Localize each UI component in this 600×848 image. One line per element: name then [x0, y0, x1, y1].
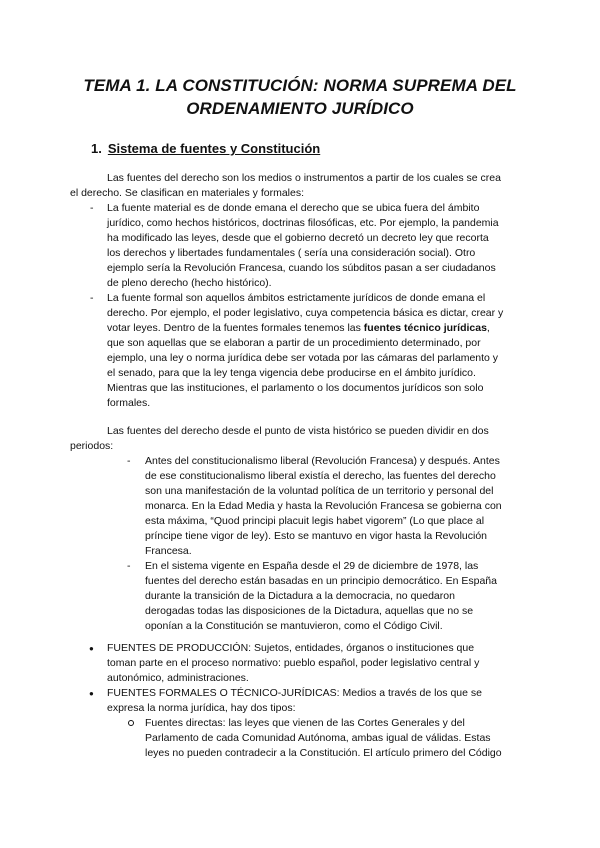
- list-item-line: Francesa.: [145, 545, 192, 557]
- bullet-line: autonómico, administraciones.: [107, 672, 249, 684]
- paragraph-line: periodos:: [70, 440, 114, 452]
- list-item-line: son una manifestación de la voluntad política de un territorio y personal del: [145, 485, 494, 497]
- list-item-line: En el sistema vigente en España desde el 29 de diciembre de 1978, las: [145, 560, 479, 572]
- list-item-line: Mientras que las instituciones, el parlamento o los documentos jurídicos son solo: [107, 382, 484, 394]
- list-item-line: formales.: [107, 397, 151, 409]
- list-item-line: ha modificado las leyes, desde que el gobierno decretó un decreto ley que recorta: [107, 232, 489, 244]
- list-item-line: ejemplo, una ley o norma jurídica debe ser votada por las cámaras del parlamento y: [107, 352, 499, 364]
- list-item-line: jurídico, como hechos históricos, doctrinas filosóficas, etc. Por ejemplo, la pandemia: [107, 217, 499, 229]
- list-item-line: La fuente material es de donde emana el derecho que se ubica fuera del ámbito: [107, 202, 480, 214]
- list-item-line: fuentes del derecho están basadas en un principio democrático. En España: [145, 575, 497, 587]
- sub-bullet-line: Parlamento de cada Comunidad Autónoma, ambas igual de válidas. Estas: [145, 732, 491, 744]
- section-heading: [91, 141, 320, 156]
- paragraph-line: el derecho. Se clasifican en materiales y formales:: [70, 187, 305, 199]
- bullet-dot: ●: [89, 689, 94, 698]
- list-item-line: príncipe tiene vigor de ley). Esto se mantuvo en vigor hasta la Revolución: [145, 530, 488, 542]
- list-item-line: monarca. En la Edad Media y hasta la Revolución Francesa se gobierna con: [145, 500, 502, 512]
- list-item-line: ejemplo sería la Revolución Francesa, cuando los súbditos pasan a ser ciudadanos: [107, 262, 496, 274]
- dash-bullet: -: [90, 202, 94, 214]
- bullet-line: expresa la norma jurídica, hay dos tipos:: [107, 702, 296, 714]
- bullet-line: toman parte en el proceso normativo: pueblo español, poder legislativo central y: [107, 657, 480, 669]
- list-item-line: Antes del constitucionalismo liberal (Revolución Francesa) y después. Antes: [145, 455, 500, 467]
- bullet-dot: ●: [89, 644, 94, 653]
- title-line-1: TEMA 1. LA CONSTITUCIÓN: NORMA SUPREMA DEL: [83, 76, 517, 95]
- list-item-line: oponían a la Constitución se mantuvieron, como el Código Civil.: [145, 620, 443, 632]
- bullet-line: FUENTES FORMALES O TÉCNICO-JURÍDICAS: Medios a través de los que se: [107, 687, 482, 699]
- list-item-line: derecho. Por ejemplo, el poder legislativo, cuya competencia básica es dictar, crear y: [107, 307, 504, 319]
- list-item-line: el senado, para que la ley tenga vigencia debe producirse en el ámbito jurídico.: [107, 367, 476, 379]
- list-item-line: [107, 321, 490, 336]
- list-item-line: esta máxima, “Quod principi placuit legis habet vigorem” (Lo que place al: [145, 515, 485, 527]
- section-number: 1.: [91, 141, 102, 156]
- section-title: Sistema de fuentes y Constitución: [107, 141, 321, 156]
- sub-bullet-line: Fuentes directas: las leyes que vienen de las Cortes Generales y del: [145, 717, 465, 729]
- document-title: [40, 74, 560, 120]
- list-item-line: de pleno derecho (hecho histórico).: [107, 277, 272, 289]
- bold-term: fuentes técnico jurídicas: [363, 322, 487, 334]
- paragraph-line: Las fuentes del derecho son los medios o instrumentos a partir de los cuales se crea: [107, 172, 501, 184]
- list-item-line: durante la transición de la Dictadura a la democracia, no quedaron: [145, 590, 455, 602]
- paragraph-line: Las fuentes del derecho desde el punto de vista histórico se pueden dividir en dos: [107, 425, 489, 437]
- list-item-line: La fuente formal son aquellos ámbitos estrictamente jurídicos de donde emana el: [107, 292, 486, 304]
- line-text: ,: [486, 322, 490, 334]
- dash-bullet: -: [127, 455, 131, 467]
- list-item-line: derogadas todas las disposiciones de la Dictadura, aquellas que no se: [145, 605, 474, 617]
- hollow-bullet-icon: [128, 720, 134, 726]
- title-line-2: ORDENAMIENTO JURÍDICO: [186, 99, 414, 118]
- line-text: votar leyes. Dentro de la fuentes formales tenemos las: [107, 322, 364, 334]
- list-item-line: de ese constitucionalismo liberal existía el derecho, las fuentes del derecho: [145, 470, 496, 482]
- dash-bullet: -: [127, 560, 131, 572]
- list-item-line: los derechos y libertades fundamentales ( sería una consideración social). Otro: [107, 247, 476, 259]
- dash-bullet: -: [90, 292, 94, 304]
- list-item-line: que son aquellas que se elaboran a partir de un procedimiento determinado, por: [107, 337, 481, 349]
- bullet-line: FUENTES DE PRODUCCIÓN: Sujetos, entidades, órganos o instituciones que: [107, 642, 475, 654]
- sub-bullet-line: leyes no pueden contradecir a la Constitución. El artículo primero del Código: [145, 747, 502, 759]
